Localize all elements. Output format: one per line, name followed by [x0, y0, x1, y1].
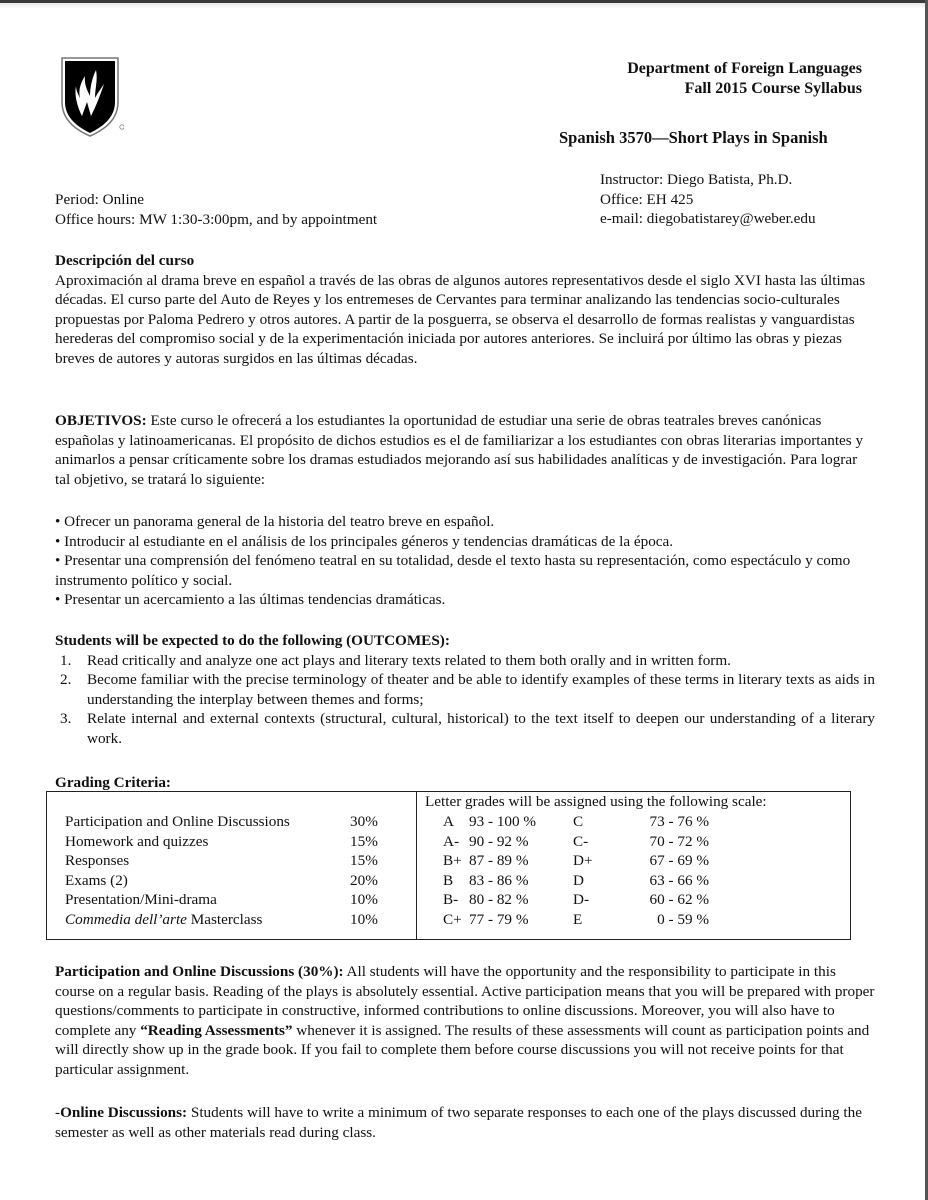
bullet-item: • Ofrecer un panorama general de la historia del teatro breve en español. [55, 513, 495, 530]
bullet-item: • Presentar un acercamiento a las últimas tendencias dramáticas. [55, 591, 446, 608]
instructor-name: Instructor: Diego Batista, Ph.D. [600, 171, 793, 188]
outcome-item [55, 670, 875, 709]
participation-text: All students will have the opportunity and the responsibility to participate in this course on a regular basis. Reading of the plays is absolutely essential. Active participation means that you will be prepared with proper questions/comments to participate in constructive, informed contributions to online discussions. Moreover, you will also have to complete any [55, 963, 875, 1039]
grading-weights [65, 812, 400, 930]
criterion-row [65, 871, 400, 891]
letter-grade: C+ [443, 910, 462, 928]
course-logistics [55, 190, 377, 229]
letter-grade: A- [443, 832, 460, 850]
document-header [627, 59, 862, 99]
criterion-row [65, 832, 400, 852]
grade-range: 73 - 76 % [649, 813, 709, 830]
course-description-heading: Descripción del curso [55, 252, 195, 269]
department-name: Department of Foreign Languages [627, 60, 862, 77]
grade-range: 60 - 62 % [649, 891, 709, 909]
grade-range: 70 - 72 % [649, 832, 709, 850]
objectives-label: OBJETIVOS: [55, 412, 147, 429]
scale-title: Letter grades will be assigned using the following scale: [425, 793, 767, 810]
university-shield-logo-icon [60, 56, 124, 138]
criterion-name: Presentation/Mini-drama [65, 891, 217, 909]
scale-row [425, 910, 767, 930]
outcome-text: Relate internal and external contexts (structural, cultural, historical) to the text itself to deepen our understanding of a literary work. [87, 710, 875, 747]
criterion-percent: 15% [350, 832, 378, 850]
letter-grade: D [573, 871, 584, 889]
criterion-name: Responses [65, 852, 130, 870]
criterion-name-italic: Commedia dell’arte [65, 910, 187, 928]
office-location: Office: EH 425 [600, 190, 694, 208]
grade-range: 93 - 100 % [469, 813, 537, 830]
criterion-name [65, 910, 350, 930]
outcome-text: Read critically and analyze one act plays and literary texts related to them both orally and in written form. [87, 651, 731, 669]
participation-text-cont: whenever it is assigned. The results of these assessments will count as participation points and will directly show up in the grade book. If you fail to complete them before course discussions you will not receive points for that particular assignment. [55, 1021, 870, 1078]
scale-row [425, 851, 767, 871]
grading-table [46, 791, 851, 940]
grade-range: 0 - 59 % [657, 910, 709, 928]
criterion-row [65, 890, 400, 910]
letter-grade: B [443, 871, 454, 889]
grade-range: 90 - 92 % [469, 832, 529, 850]
criterion-percent: 10% [350, 891, 378, 909]
outcome-text: Become familiar with the precise terminology of theater and be able to identify examples of these terms in literary texts as aids in understanding the interplay between themes and forms; [87, 671, 875, 708]
grade-range: 77 - 79 % [469, 910, 529, 928]
outcomes-heading: Students will be expected to do the following (OUTCOMES): [55, 632, 450, 649]
letter-grade: E [573, 910, 583, 928]
criterion-row [65, 812, 400, 832]
reading-assessments-emphasis: “Reading Assessments” [140, 1021, 293, 1039]
objectives-bullet-list [55, 512, 875, 610]
criterion-name: Exams (2) [65, 871, 128, 889]
letter-grade: C- [573, 832, 589, 850]
outcome-item [55, 709, 875, 748]
table-divider [416, 792, 417, 939]
course-title: Spanish 3570—Short Plays in Spanish [559, 128, 828, 147]
criterion-name: Participation and Online Discussions [65, 813, 290, 830]
criterion-percent: 20% [350, 871, 378, 889]
grading-criteria-heading: Grading Criteria: [55, 774, 171, 791]
grade-range: 80 - 82 % [469, 891, 529, 909]
letter-grade: B- [443, 891, 459, 909]
objectives-section [55, 411, 875, 489]
letter-grade: A [443, 813, 454, 830]
criterion-name-rest: Masterclass [186, 910, 263, 928]
criterion-percent: 30% [350, 813, 378, 830]
bullet-item: • Presentar una comprensión del fenómeno teatral en su totalidad, desde el texto hasta su representación, como espectáculo y como instrumento político y social. [55, 552, 851, 589]
criterion-percent: 10% [350, 910, 378, 928]
letter-grade: C [573, 813, 584, 830]
participation-label: Participation and Online Discussions (30%): [55, 963, 344, 980]
letter-grade: D- [573, 891, 590, 909]
term-title: Fall 2015 Course Syllabus [684, 80, 862, 97]
outcomes-section [55, 631, 875, 748]
outcome-item [55, 651, 875, 671]
grade-range: 87 - 89 % [469, 852, 529, 870]
objectives-text: Este curso le ofrecerá a los estudiantes la oportunidad de estudiar una serie de obras teatrales breves canónicas españolas y latinoamericanas. El propósito de dichos estudios es el de familiarizar a los estudiantes con obras literarias importantes y animarlos a pensar críticamente sobre los dramas estudiados mejorando así sus habilidades analíticas y de investigación. Para lograr tal objetivo, se tratará lo siguiente: [55, 412, 864, 488]
outcome-number: 3. [60, 710, 72, 727]
letter-grade: B+ [443, 852, 462, 870]
course-period: Period: Online [55, 191, 145, 208]
grade-range: 83 - 86 % [469, 871, 529, 889]
course-description-text: Aproximación al drama breve en español a través de las obras de algunos autores representativos desde el siglo XVI hasta las últimas décadas. El curso parte del Auto de Reyes y los entremeses de Cervantes para terminar analizando las tendencias socio-culturales propuestas por Paloma Pedrero y otros autores. A partir de la posguerra, se observa el desarrollo de formas realistas y vanguardistas herederas del compromiso social y de la experimentación iniciada por autores anteriores. Se incluirá por último las obras y piezas breves de autores y autoras surgidos en las últimas décadas. [55, 271, 866, 367]
online-discussions-text: Students will have to write a minimum of two separate responses to each one of the plays discussed during the semester as well as other materials read during class. [55, 1104, 862, 1141]
office-hours: Office hours: MW 1:30-3:00pm, and by appointment [55, 210, 378, 228]
scale-row [425, 871, 767, 891]
bullet-item: • Introducir al estudiante en el análisis de los principales géneros y tendencias dramáticas de la época. [55, 532, 674, 550]
grade-range: 67 - 69 % [649, 852, 709, 870]
grade-range: 63 - 66 % [649, 871, 709, 889]
outcome-number: 1. [60, 651, 72, 669]
outcome-number: 2. [60, 671, 72, 688]
online-discussions-prefix: - [55, 1104, 61, 1121]
criterion-percent: 15% [350, 852, 378, 870]
course-description-section [55, 251, 875, 368]
criterion-row [65, 910, 400, 930]
online-discussions-label: Online Discussions: [60, 1104, 188, 1121]
criterion-row [65, 851, 400, 871]
outcomes-list [55, 651, 875, 749]
participation-section [55, 962, 875, 1079]
instructor-info [600, 170, 816, 229]
letter-grade: D+ [573, 852, 593, 870]
instructor-email: e-mail: diegobatistarey@weber.edu [600, 210, 816, 227]
criterion-name: Homework and quizzes [65, 832, 209, 850]
scale-row [425, 812, 767, 832]
scale-row [425, 832, 767, 852]
scale-row [425, 890, 767, 910]
online-discussions-section [55, 1103, 875, 1142]
letter-grade-scale [425, 792, 767, 930]
